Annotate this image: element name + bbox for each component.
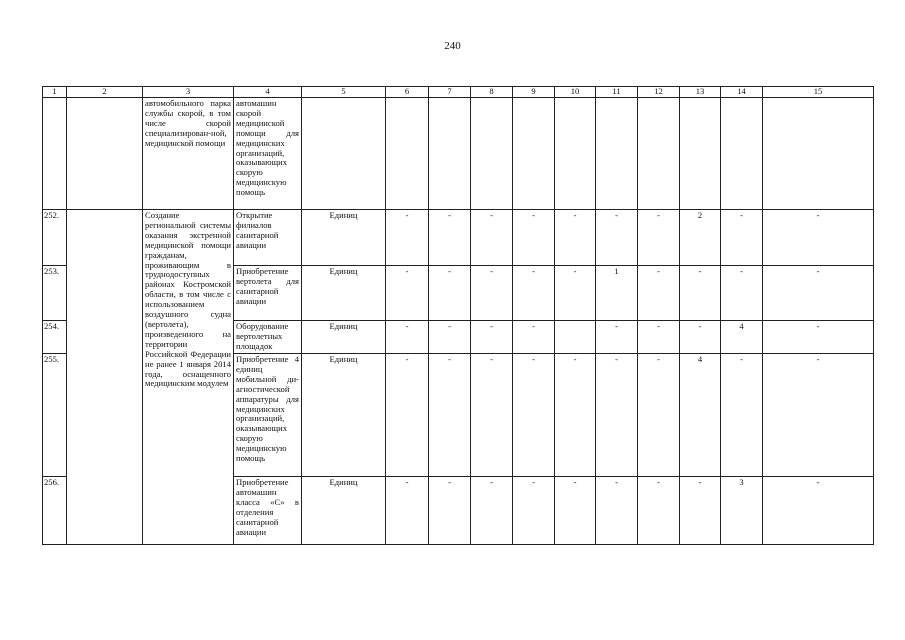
table-cell [513, 98, 555, 210]
value-cell: - [555, 477, 596, 545]
value-cell: - [555, 210, 596, 266]
measure-cell: автомашин скорой медицинской помощи для медицинских организаций, оказывающих скорую медицинскую помощь [234, 98, 302, 210]
column-header: 2 [67, 87, 143, 98]
column-header: 6 [386, 87, 429, 98]
value-cell: 2 [680, 210, 721, 266]
value-cell: 3 [721, 477, 763, 545]
value-cell: - [638, 354, 680, 477]
value-cell [555, 321, 596, 354]
value-cell: - [596, 321, 638, 354]
value-cell: - [513, 354, 555, 477]
measure-cell: Приобретение автомашин класса «С» в отделения санитарной авиации [234, 477, 302, 545]
column-header: 12 [638, 87, 680, 98]
table-cell [386, 98, 429, 210]
column-header: 15 [763, 87, 874, 98]
row-number: 252. [43, 210, 67, 266]
column-header: 4 [234, 87, 302, 98]
value-cell: - [513, 321, 555, 354]
value-cell: - [429, 477, 471, 545]
value-cell: - [638, 321, 680, 354]
value-cell: - [471, 321, 513, 354]
measure-cell: Приобретение вертолета для санитарной авиации [234, 266, 302, 321]
table-cell [555, 98, 596, 210]
unit-cell: Единиц [302, 321, 386, 354]
value-cell: - [721, 354, 763, 477]
table-cell [763, 98, 874, 210]
table-cell [429, 98, 471, 210]
value-cell: - [386, 266, 429, 321]
value-cell: - [721, 210, 763, 266]
value-cell: - [680, 477, 721, 545]
row-number [43, 98, 67, 210]
activity-cell: Создание региональной системы оказания экстренной медицинской помощи гражданам, проживающим в труднодоступных районах Костромской области, в том числе с использованием воздушного судна (вертолета), произведенного на территории Российской Федерации не ранее 1 января 2014 года, оснащенного медицинским модулем [143, 210, 234, 545]
value-cell: - [763, 266, 874, 321]
value-cell: - [638, 266, 680, 321]
value-cell: - [638, 477, 680, 545]
value-cell: - [638, 210, 680, 266]
value-cell: - [680, 266, 721, 321]
column-header: 10 [555, 87, 596, 98]
column-header: 11 [596, 87, 638, 98]
value-cell: - [555, 266, 596, 321]
value-cell: - [471, 354, 513, 477]
value-cell: - [513, 477, 555, 545]
value-cell: - [763, 477, 874, 545]
value-cell: - [763, 210, 874, 266]
value-cell: - [596, 477, 638, 545]
header-row [43, 87, 874, 98]
value-cell: - [429, 321, 471, 354]
unit-cell: Единиц [302, 210, 386, 266]
table-cell [67, 98, 143, 210]
value-cell: - [471, 477, 513, 545]
row-number: 256. [43, 477, 67, 545]
table-cell [721, 98, 763, 210]
table-cell [680, 98, 721, 210]
column-header: 13 [680, 87, 721, 98]
activity-cell: автомобильного парка службы скорой, в том числе скорой специализирован-ной, медицинской помощи [143, 98, 234, 210]
value-cell: - [763, 321, 874, 354]
value-cell: - [721, 266, 763, 321]
measure-cell: Оборудование вертолетных площадок [234, 321, 302, 354]
unit-cell: Единиц [302, 477, 386, 545]
table-cell [67, 210, 143, 545]
value-cell: - [386, 210, 429, 266]
value-cell: - [596, 354, 638, 477]
column-header: 3 [143, 87, 234, 98]
table-row-continuation [43, 98, 874, 210]
value-cell: 1 [596, 266, 638, 321]
table-cell [596, 98, 638, 210]
value-cell: - [429, 266, 471, 321]
column-header: 8 [471, 87, 513, 98]
row-number: 253. [43, 266, 67, 321]
value-cell: - [429, 210, 471, 266]
measure-cell: Приобретение 4 единиц мобильной ди-агностической аппаратуры для медицинских организаций, оказывающих скорую медицинскую помощь [234, 354, 302, 477]
program-table [42, 86, 874, 545]
value-cell: 4 [680, 354, 721, 477]
value-cell: - [680, 321, 721, 354]
column-header: 5 [302, 87, 386, 98]
table-cell [638, 98, 680, 210]
row-number: 255. [43, 354, 67, 477]
value-cell: 4 [721, 321, 763, 354]
column-header: 14 [721, 87, 763, 98]
table-row [43, 210, 874, 266]
value-cell: - [386, 477, 429, 545]
table-cell [471, 98, 513, 210]
value-cell: - [386, 321, 429, 354]
unit-cell: Единиц [302, 266, 386, 321]
value-cell: - [386, 354, 429, 477]
value-cell: - [596, 210, 638, 266]
column-header: 9 [513, 87, 555, 98]
measure-cell: Открытие филиалов санитарной авиации [234, 210, 302, 266]
value-cell: - [763, 354, 874, 477]
row-number: 254. [43, 321, 67, 354]
value-cell: - [429, 354, 471, 477]
value-cell: - [513, 210, 555, 266]
value-cell: - [513, 266, 555, 321]
column-header: 7 [429, 87, 471, 98]
value-cell: - [471, 266, 513, 321]
value-cell: - [555, 354, 596, 477]
unit-cell [302, 98, 386, 210]
column-header: 1 [43, 87, 67, 98]
value-cell: - [471, 210, 513, 266]
page-number: 240 [444, 40, 461, 52]
unit-cell: Единиц [302, 354, 386, 477]
